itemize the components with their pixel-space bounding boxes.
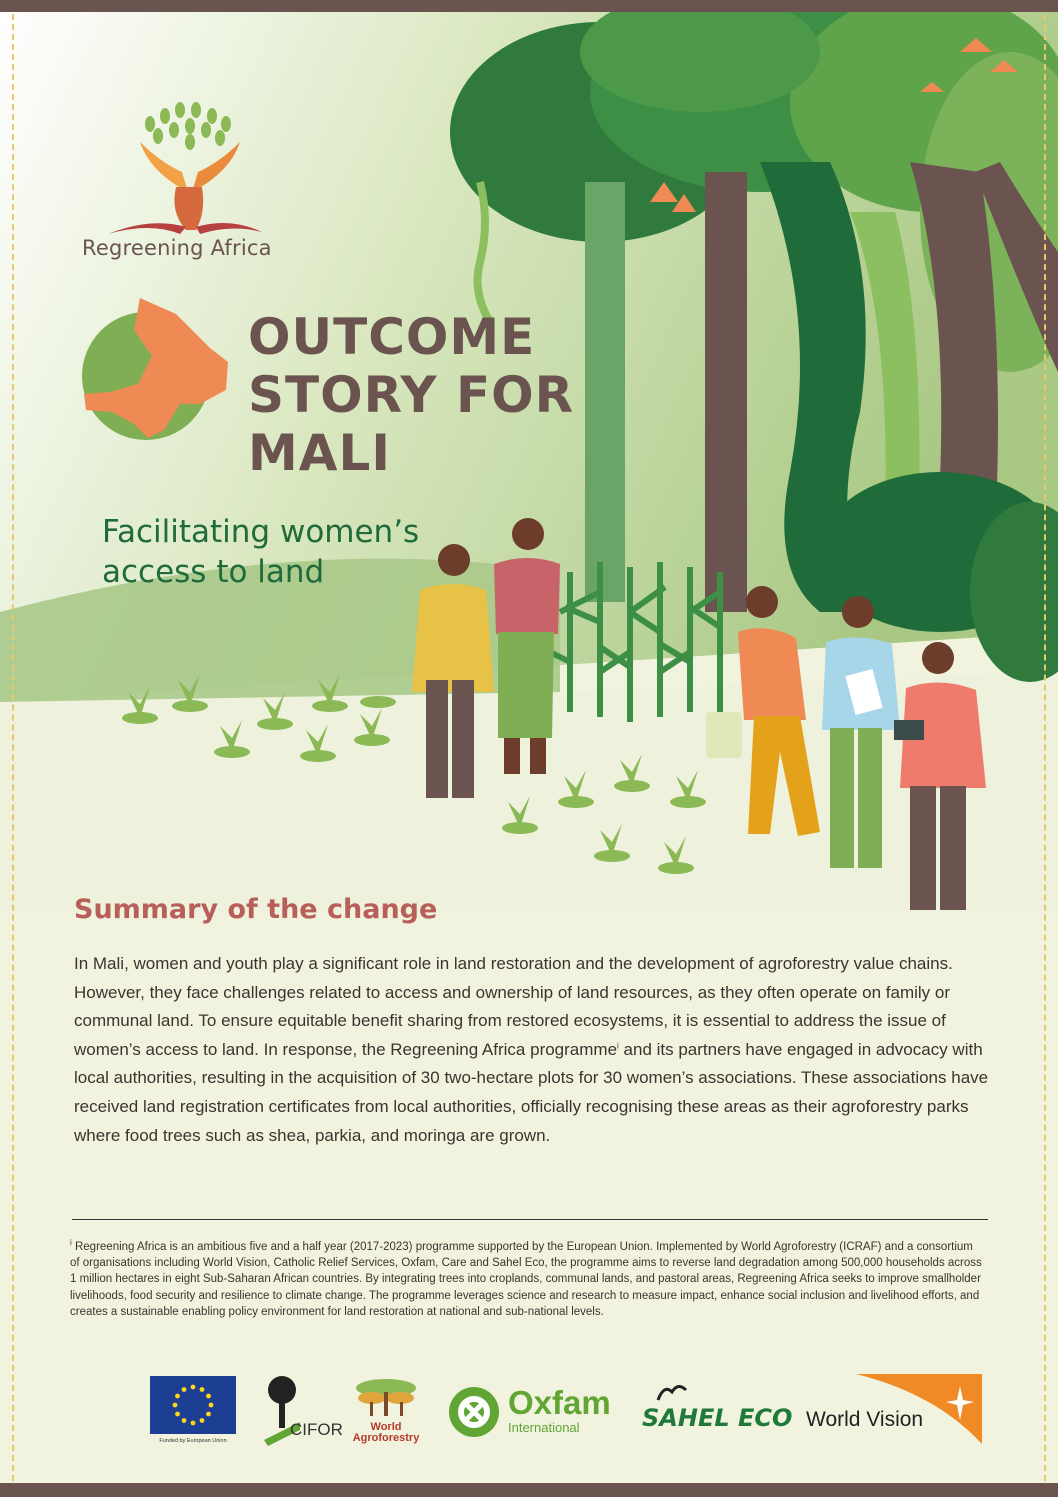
summary-paragraph — [74, 950, 994, 1150]
subtitle-line: access to land — [102, 554, 325, 590]
right-dashed-border — [1044, 14, 1046, 1481]
footnote-divider — [72, 1219, 988, 1220]
top-border — [0, 0, 1058, 12]
world-vision-star-icon — [856, 1374, 982, 1444]
footnote-reference: i — [617, 1041, 619, 1051]
page-subtitle — [102, 512, 419, 592]
footnote-marker: i — [70, 1238, 72, 1248]
oxfam-label: Oxfam — [508, 1384, 611, 1421]
summary-text-part2: and its partners have engaged in advocacy with local authorities, resulting in the acquisition of 30 two-hectare plots for 30 women’s associations. These associations have received land registration certificates from local authorities, officially recognising these areas as their agroforestry parks where food trees such as shea, parkia, and moringa are grown. — [74, 1039, 989, 1145]
subtitle-line: Facilitating women’s — [102, 514, 420, 550]
oxfam-sublabel: International — [508, 1420, 580, 1435]
title-line: MALI — [248, 424, 391, 482]
oxfam-icon — [448, 1386, 500, 1438]
world-agroforestry-label: World Agroforestry — [352, 1421, 420, 1444]
sahel-eco-icon — [654, 1380, 690, 1404]
page-title — [248, 308, 574, 482]
title-line: OUTCOME — [248, 308, 536, 366]
partner-logos — [0, 1360, 1058, 1460]
eu-caption: Funded by European Union — [159, 1438, 227, 1444]
left-dashed-border — [12, 14, 14, 1481]
brand-name: Regreening Africa — [82, 236, 272, 260]
sahel-eco-label: SAHEL ECO — [642, 1404, 793, 1432]
bottom-border — [0, 1483, 1058, 1497]
maize-field-icon — [540, 562, 720, 722]
summary-heading: Summary of the change — [74, 894, 438, 925]
summary-text-part1: In Mali, women and youth play a significant role in land restoration and the development of agroforestry value chains. However, they face challenges related to access and ownership of land resources, as they often operate on family or communal land. To ensure equitable benefit sharing from restored ecosystems, it is essential to address the issue of women’s access to land. In response, the Regreening Africa programme — [74, 954, 953, 1059]
eu-flag-icon — [150, 1376, 236, 1434]
title-line: STORY FOR — [248, 366, 575, 424]
world-agroforestry-trees-icon — [352, 1374, 420, 1420]
world-vision-label: World Vision — [806, 1408, 924, 1431]
cifor-label: CIFOR — [290, 1420, 343, 1439]
footnote — [70, 1239, 985, 1320]
footnote-text: Regreening Africa is an ambitious five and a half year (2017-2023) programme supported by the European Union. Implemented by World Agroforestry (ICRAF) and a consortium of organisations including World Vision, Catholic Relief Services, Oxfam, Care and Sahel Eco, the programme aims to reverse land degradation among 500,000 households across 1 million hectares in eight Sub-Saharan African countries. By integrating trees into croplands, communal lands, and pastoral areas, Regreening Africa seeks to improve smallholder livelihoods, food security and resilience to climate change. The programme leverages science and research to measure impact, enhance social inclusion and livelihood efforts, and creates a sustainable enabling policy environment for land restoration at national and sub-national levels. — [70, 1241, 982, 1318]
